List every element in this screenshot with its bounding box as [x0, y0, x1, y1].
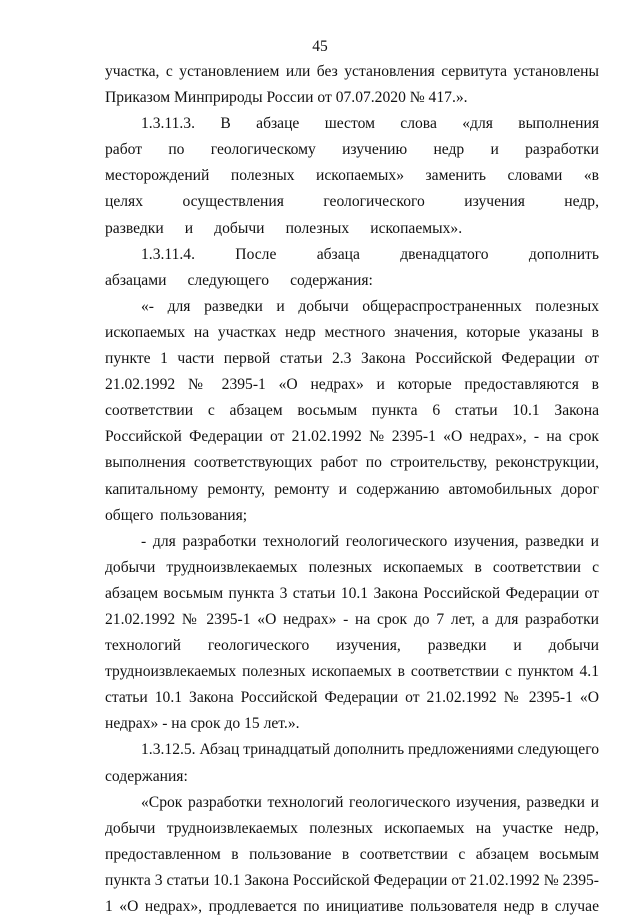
paragraph-1-3-11-4: 1.3.11.4. После абзаца двенадцатого дополнить абзацами следующего содержания:	[105, 245, 599, 289]
paragraph-1-3-11-3: 1.3.11.3. В абзаце шестом слова «для выполнения работ по геологическому изучению недр и разработки месторождений полезных ископаемых» заменить словами «в целях осуществления геологического изучения недр, разведки и добычи полезных ископаемых».	[105, 115, 599, 237]
document-body	[105, 59, 599, 920]
paragraph-1-3-12-5: 1.3.12.5. Абзац тринадцатый дополнить предложениями следующего содержания:	[105, 741, 599, 785]
paragraph-quote-first-item: «- для разведки и добычи общераспространенных полезных ископаемых на участках недр местного значения, которые указаны в пункте 1 части первой статьи 2.3 Закона Российской Федерации от 21.02.1992 № 2395-1 «О недрах» и которые предоставляются в соответствии с абзацем восьмым пункта 6 статьи 10.1 Закона Российской Федерации от 21.02.1992 № 2395-1 «О недрах», - на срок выполнения соответствующих работ по строительству, реконструкции, капитальному ремонту, ремонту и содержанию автомобильных дорог общего пользования;	[105, 297, 599, 524]
page-number: 45	[312, 38, 328, 55]
paragraph-quote-term-extension: «Срок разработки технологий геологического изучения, разведки и добычи трудноизвлекаемых полезных ископаемых на участке недр, предоставленном в пользование в соответствии с абзацем восьмым пункта 3 статьи 10.1 Закона Российской Федерации от 21.02.1992 № 2395-1 «О недрах», продлевается по инициативе пользователя недр в случае	[105, 793, 599, 915]
paragraph-continuation: участка, с установлением или без установления сервитута установлены Приказом Минприроды России от 07.07.2020 № 417.».	[105, 63, 599, 107]
paragraph-quote-second-item: - для разработки технологий геологического изучения, разведки и добычи трудноизвлекаемых полезных ископаемых в соответствии с абзацем восьмым пункта 3 статьи 10.1 Закона Российской Федерации от 21.02.1992 № 2395-1 «О недрах» - на срок до 7 лет, а для разработки технологий геологического изучения, разведки и добычи трудноизвлекаемых полезных ископаемых в соответствии с пунктом 4.1 статьи 10.1 Закона Российской Федерации от 21.02.1992 № 2395-1 «О недрах» - на срок до 15 лет.».	[105, 532, 599, 733]
